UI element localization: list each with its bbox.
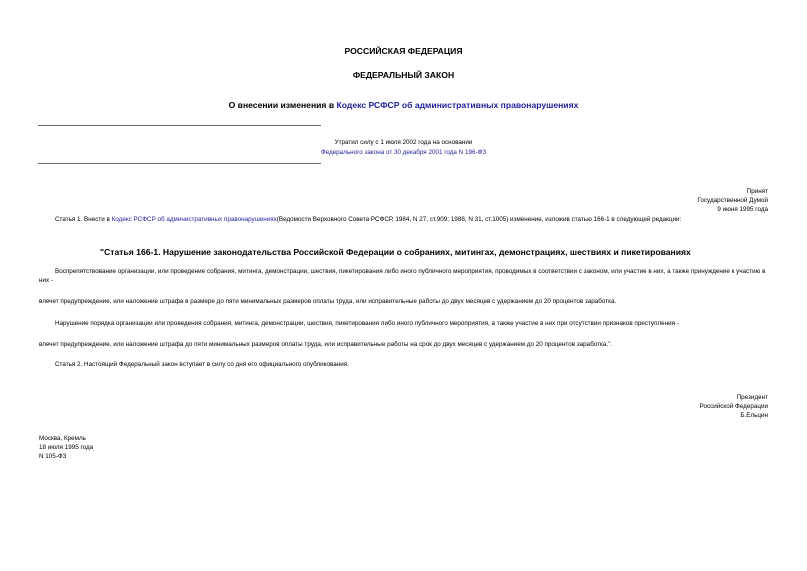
country-heading: РОССИЙСКАЯ ФЕДЕРАЦИЯ bbox=[344, 46, 463, 56]
place-line: Москва, Кремль bbox=[39, 435, 86, 442]
law-type-heading: ФЕДЕРАЛЬНЫЙ ЗАКОН bbox=[352, 70, 455, 80]
signature-title: Президент bbox=[736, 394, 768, 401]
article1-suffix: (Ведомости Верховного Совета РСФСР, 1984, N 27, ст.909; 1988, N 31, ст.1005) изменение, изложив статью 166-1 в следующей редакции: bbox=[276, 216, 682, 223]
law-title-prefix: О внесении изменения в bbox=[228, 100, 337, 110]
article-166-p4: влечет предупреждение, или наложение штрафа до пяти минимальных размеров оплаты труда, или исправительные работы на срок до двух месяцев с удержанием до 20 процентов заработка.". bbox=[39, 341, 613, 348]
article-166-p2: влечет предупреждение, или наложение штрафа в размере до пяти минимальных размеров оплаты труда, или исправительные работы до двух месяцев с удержанием до 20 процентов заработка. bbox=[39, 298, 617, 305]
adoption-line1: Принят bbox=[746, 188, 768, 195]
law-title bbox=[0, 100, 807, 111]
article-166-p1: Воспрепятствование организации, или проведение собрания, митинга, демонстрации, шествия, пикетирования либо иного публичного мероприятия, проводимых в соответствии с законом, или участие в них, а также принуждение к участию в них - bbox=[39, 268, 766, 284]
date-line: 18 июля 1995 года bbox=[39, 444, 94, 451]
signature-country: Российской Федерации bbox=[699, 403, 768, 410]
article-166-title: "Статья 166-1. Нарушение законодательства Российской Федерации о собраниях, митингах, демонстрациях, шествиях и пикетированиях bbox=[100, 247, 691, 257]
article2-paragraph: Статья 2. Настоящий Федеральный закон вступает в силу со дня его официального опубликования. bbox=[55, 361, 349, 368]
adoption-block bbox=[697, 187, 768, 214]
article1-code-link[interactable]: Кодекс РСФСР об административных правонарушениях bbox=[111, 216, 277, 223]
article1-prefix: Статья 1. Внести в bbox=[55, 216, 112, 223]
law-title-link[interactable]: Кодекс РСФСР об административных правонарушениях bbox=[336, 100, 579, 110]
adoption-line3: 9 июня 1995 года bbox=[717, 206, 768, 213]
bottom-divider bbox=[38, 163, 321, 164]
place-date-block bbox=[39, 434, 93, 461]
signature-name: Б.Ельцин bbox=[740, 412, 768, 419]
top-divider bbox=[38, 125, 321, 126]
repeal-note-line1: Утратил силу с 1 июля 2002 года на основании bbox=[334, 139, 473, 146]
adoption-line2: Государственной Думой bbox=[697, 197, 768, 204]
signature-block bbox=[700, 393, 768, 420]
article-166-p3: Нарушение порядка организации или проведения собрания, митинга, демонстрации, шествия, пикетирования либо иного публичного мероприятия, а также участие в них при отсутствии признаков преступления - bbox=[55, 320, 679, 327]
article1-paragraph bbox=[39, 216, 769, 225]
repeal-note-link[interactable]: Федерального закона от 30 декабря 2001 года N 196-ФЗ bbox=[320, 149, 487, 156]
law-number-line: N 105-ФЗ bbox=[39, 453, 67, 460]
